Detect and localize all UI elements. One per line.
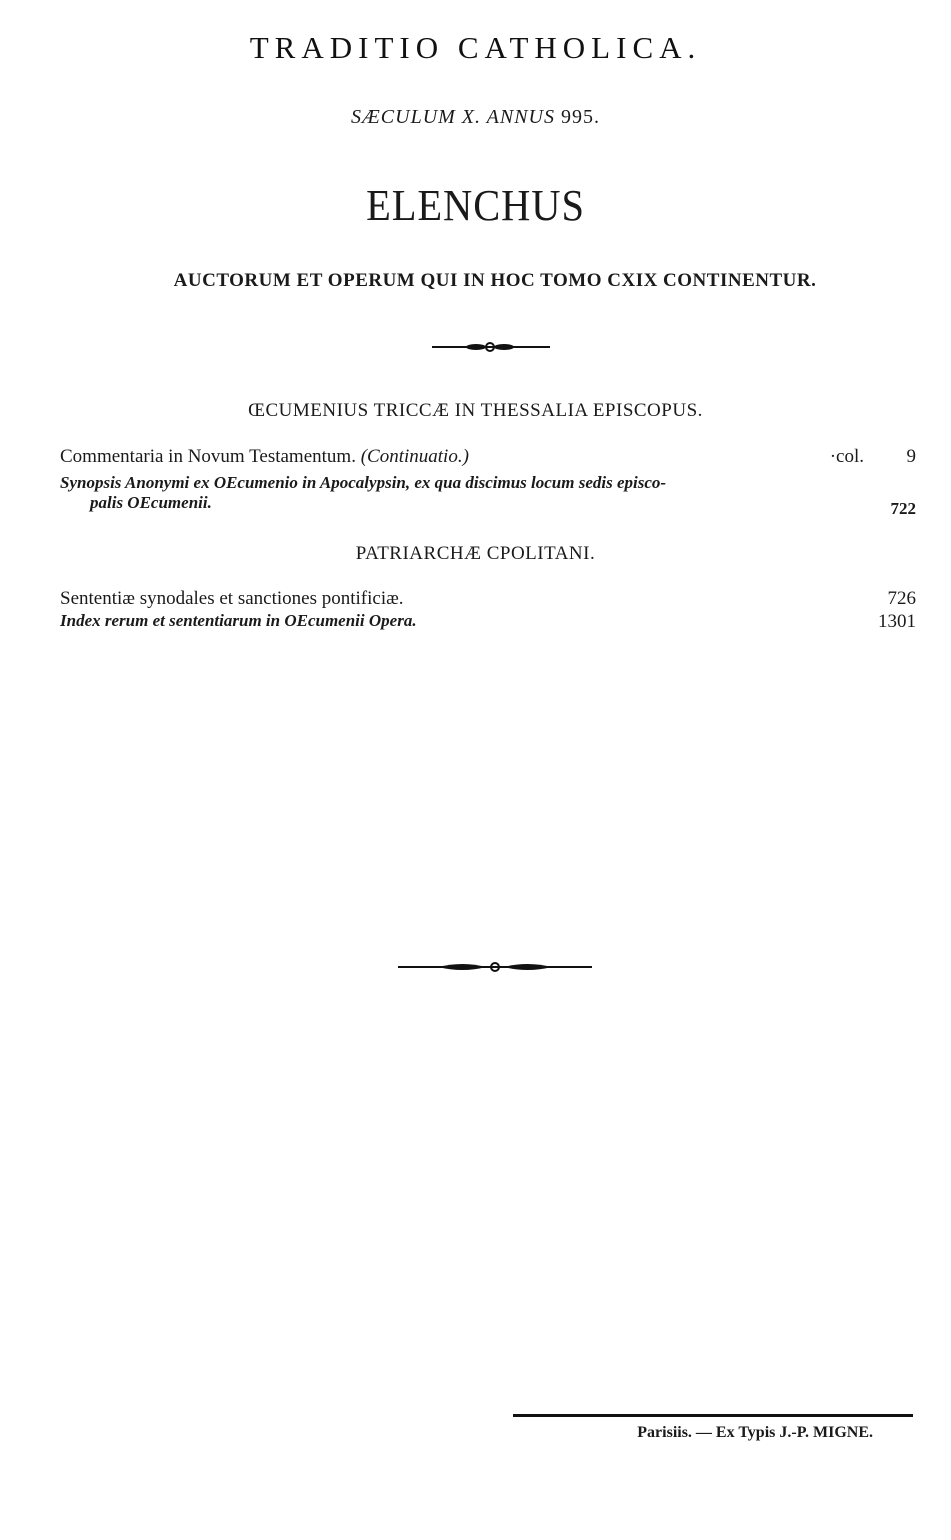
entry-title-line2: palis OEcumenii. xyxy=(90,493,212,512)
saeculum-line xyxy=(0,106,951,129)
saeculum-label: SÆCULUM X. ANNUS xyxy=(351,106,555,128)
entry-title: Index rerum et sententiarum in OEcumenii Opera. xyxy=(60,611,417,630)
entry-title-line1: Synopsis Anonymi ex OEcumenio in Apocalypsin, ex qua discimus locum sedis episco- xyxy=(60,473,667,492)
footer-rule xyxy=(513,1414,913,1417)
section-heading-patriarchae: PATRIARCHÆ CPOLITANI. xyxy=(355,543,596,564)
column-number: 9 xyxy=(906,446,916,467)
toc-entry xyxy=(60,588,916,610)
toc-entry xyxy=(60,446,916,468)
toc-entry xyxy=(60,611,916,631)
column-number: 722 xyxy=(890,499,916,518)
entry-title: Commentaria in Novum Testamentum. xyxy=(60,446,356,467)
ornament-divider-bottom xyxy=(398,958,592,976)
column-label: ·col. xyxy=(829,446,864,467)
column-number: 1301 xyxy=(878,611,916,632)
saeculum-year: 995. xyxy=(561,106,600,128)
document-subtitle: AUCTORUM ET OPERUM QUI IN HOC TOMO CXIX CONTINENTUR. xyxy=(173,270,817,291)
page-header-title: TRADITIO CATHOLICA. xyxy=(249,30,702,65)
document-title: ELENCHUS xyxy=(366,181,585,230)
column-number: 726 xyxy=(887,588,916,609)
entry-note: (Continuatio.) xyxy=(360,446,469,467)
entry-title: Sententiæ synodales et sanctiones pontificiæ. xyxy=(60,588,404,609)
printer-imprint: Parisiis. — Ex Typis J.-P. MIGNE. xyxy=(637,1424,873,1441)
section-heading-oecumenius: ŒCUMENIUS TRICCÆ IN THESSALIA EPISCOPUS. xyxy=(248,400,703,421)
ornament-divider-top xyxy=(432,340,550,354)
toc-entry xyxy=(60,473,916,518)
